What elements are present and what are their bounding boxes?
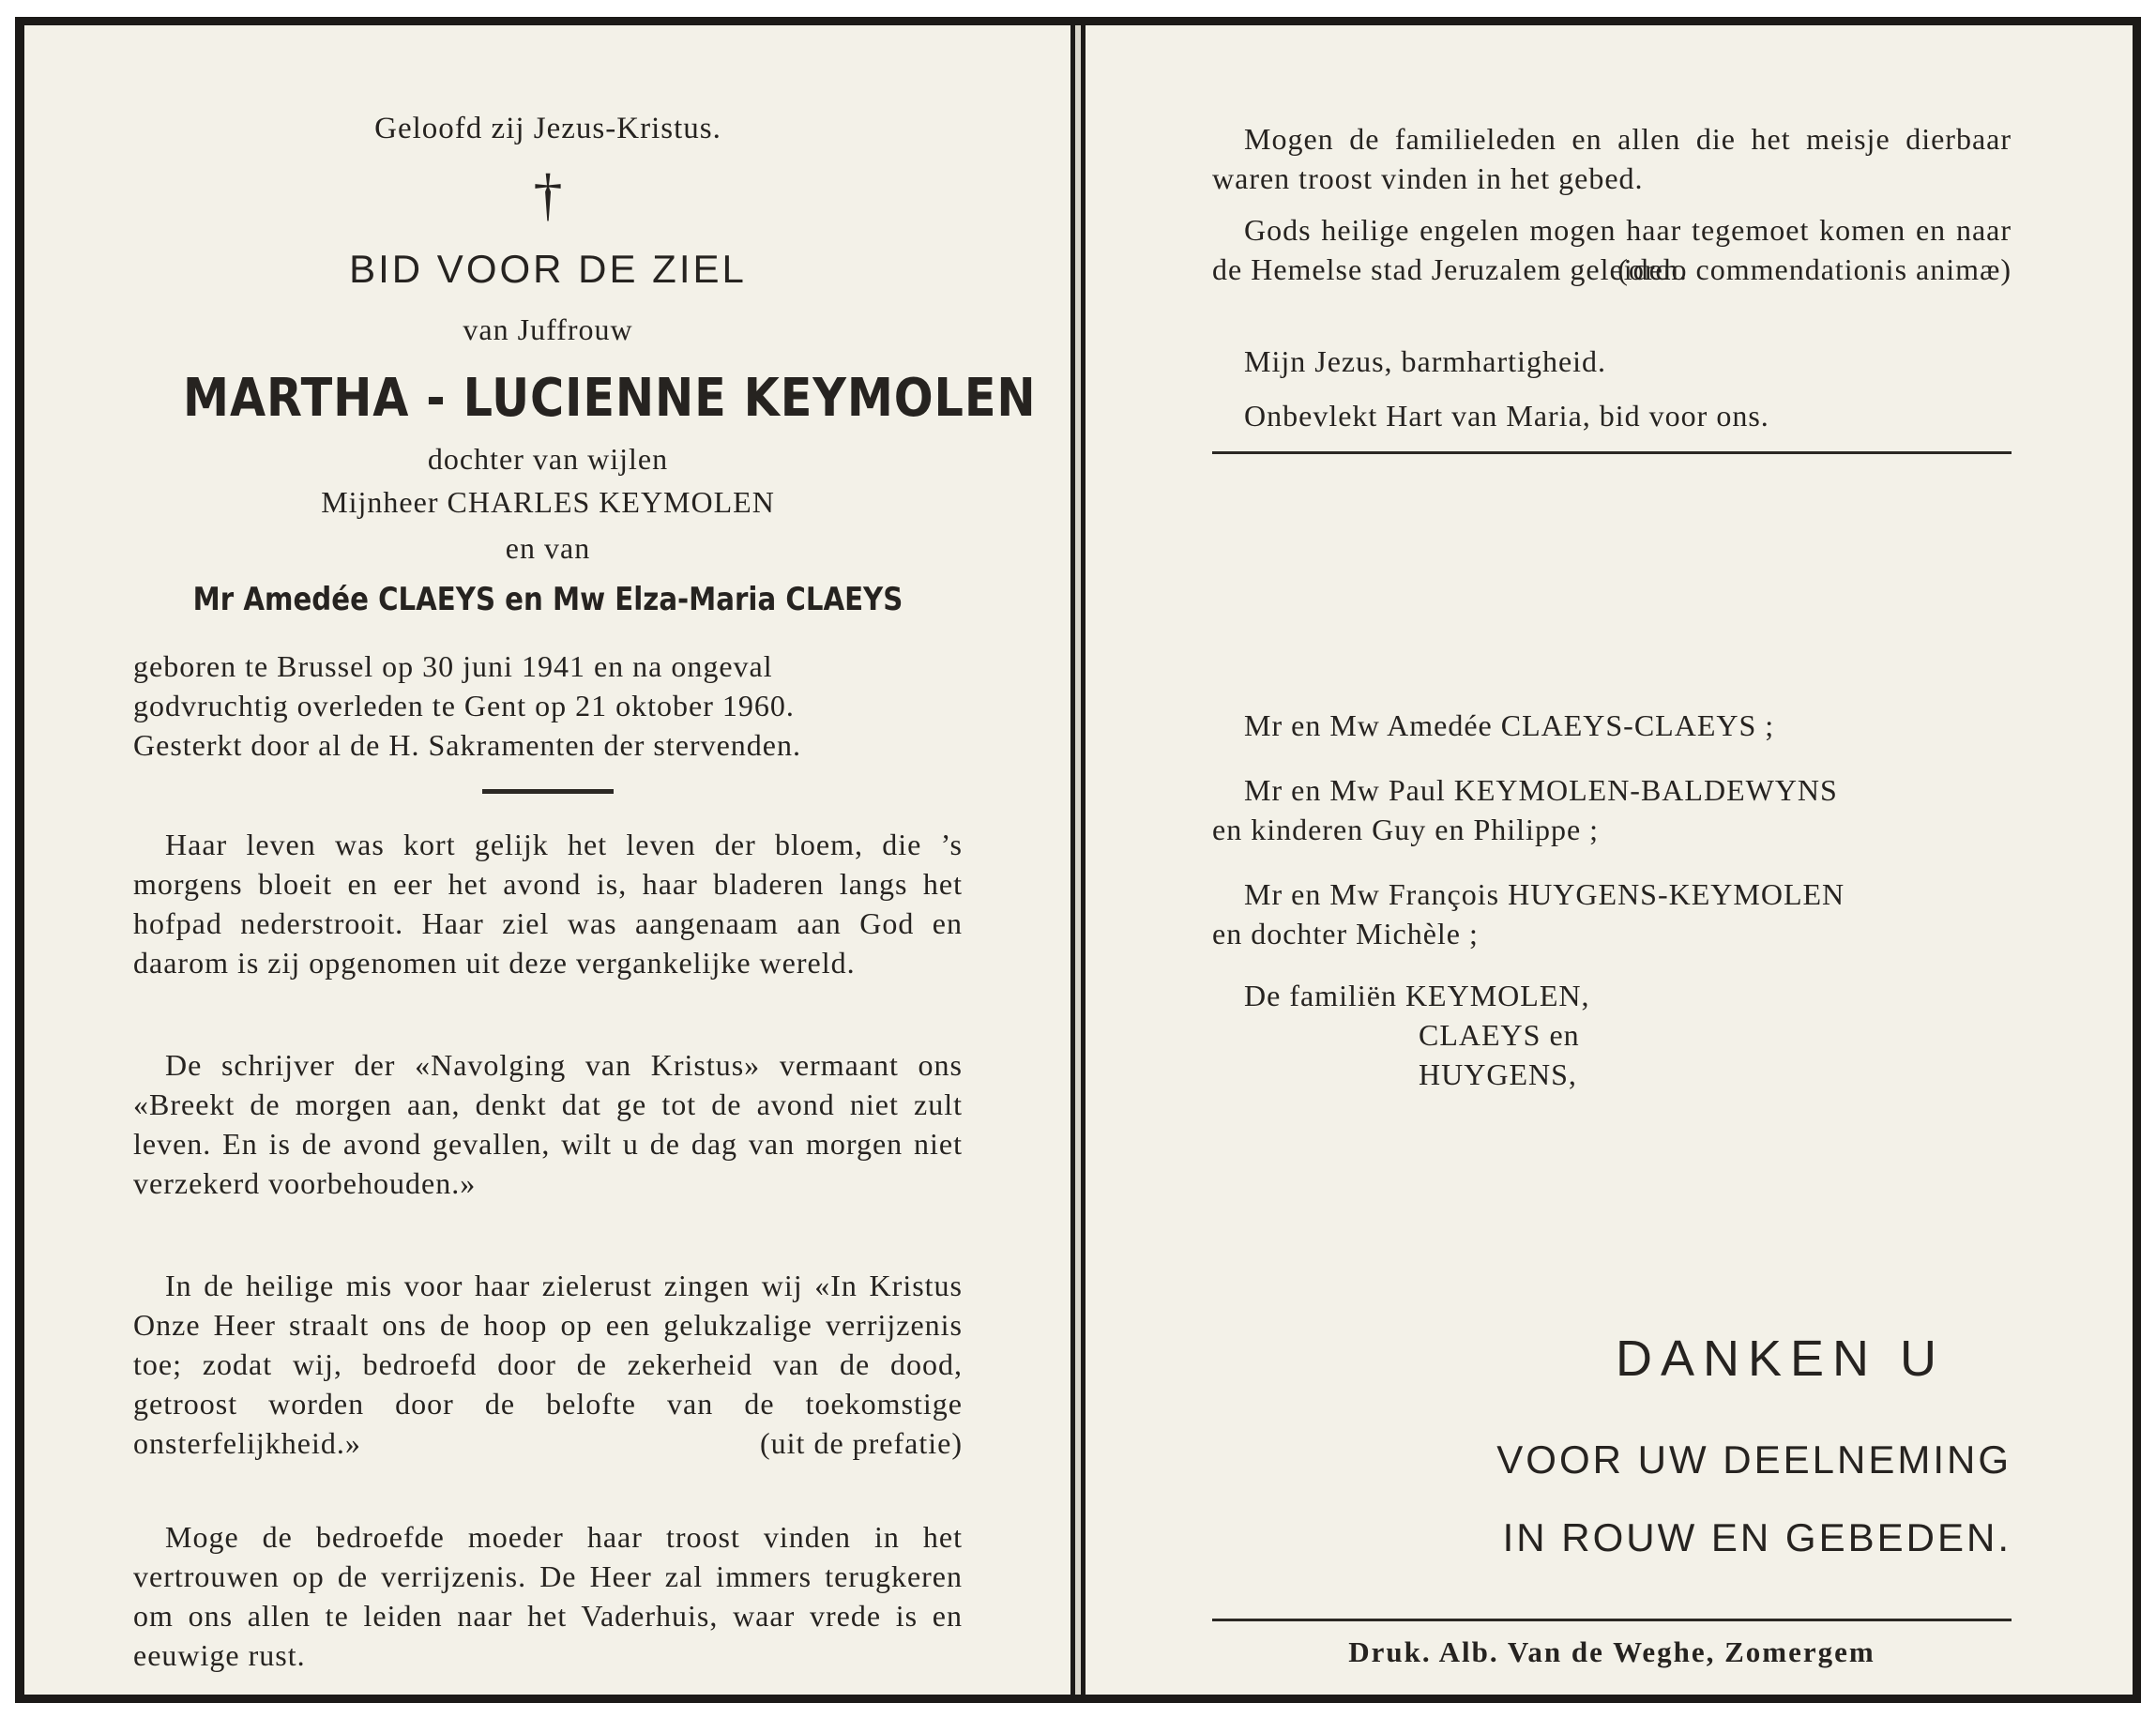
birth-line: geboren te Brussel op 30 juni 1941 en na ongeval [133,649,773,683]
prayer-jezus: Mijn Jezus, barmhartigheid. [1244,344,1607,378]
bottom-divider [1212,1619,2012,1621]
prayer-angels: Gods heilige engelen mogen haar tegemoet komen en naar de Hemelse stad Jeruzalem geleiden. [1212,213,2012,286]
paragraph-life: Haar leven was kort gelijk het leven der bloem, die ’s morgens bloeit en eer het avond is, haar bladeren langs het hofpad nederstrooit. Haar ziel was aangenaam aan God en daarom is zij opgenomen uit deze vergankelijke wereld. [133,828,963,980]
death-line: godvruchtig overleden te Gent op 21 oktober 1960. [133,689,795,722]
printer-credit: Druk. Alb. Van de Weghe, Zomergem [1348,1635,1875,1668]
parents-names: Mr Amedée CLAEYS en Mw Elza-Maria CLAEYS [192,581,903,618]
en-van: en van [505,531,591,565]
top-divider [1212,451,2012,454]
family-keymolen-baldewyns: Mr en Mw Paul KEYMOLEN-BALDEWYNS [1244,773,1838,807]
paragraph-mass: In de heilige mis voor haar zielerust zingen wij «In Kristus Onze Heer straalt ons de hoop op een gelukzalige verrijzenis toe; zodat wij, bedroefd door de zekerheid van de dood, getroost worden door de belofte van de toekomstige onsterfelijkheid.» [133,1269,963,1460]
bid-title: BID VOOR DE ZIEL [349,247,747,291]
danken-heading: DANKEN U [1616,1330,1946,1387]
greeting: Geloofd zij Jezus-Kristus. [374,112,721,145]
family-keymolen-children: en kinderen Guy en Philippe ; [1212,813,1600,846]
paragraph-navolging: De schrijver der «Navolging van Kristus» vermaant ons «Breekt de morgen aan, denkt dat ge tot de avond niet zult leven. En is de avond gevallen, wilt u de dag van morgen niet verzekerd voorbehouden.» [133,1048,963,1200]
cross-icon: † [533,163,563,227]
prayer-family: Mogen de familieleden en allen die het meisje dierbaar waren troost vinden in het gebed. [1212,122,2012,195]
card-fold [1070,25,1086,1695]
prefatie-note: (uit de prefatie) [760,1426,963,1460]
van-juffrouw: van Juffrouw [463,312,633,346]
left-panel [24,25,1070,1695]
deceased-name: MARTHA - LUCIENNE KEYMOLEN [183,368,1037,429]
voor-line: VOOR UW DEELNEMING [1496,1437,2012,1482]
family-claeys: Mr en Mw Amedée CLAEYS-CLAEYS ; [1244,708,1775,742]
family-huygens-keymolen: Mr en Mw François HUYGENS-KEYMOLEN [1244,877,1845,911]
ordo-note: (ordo commendationis animæ) [1617,252,2012,286]
memorial-card [15,17,2141,1703]
father-name: Mijnheer CHARLES KEYMOLEN [321,485,775,519]
sacraments-line: Gesterkt door al de H. Sakramenten der stervenden. [133,728,801,762]
family-huygens-line: HUYGENS, [1419,1057,1577,1091]
paragraph-closing: Moge de bedroefde moeder haar troost vinden in het vertrouwen op de verrijzenis. De Heer zal immers terugkeren om ons allen te leiden naar het Vaderhuis, waar vrede is en eeuwige rust. [133,1520,963,1672]
family-claeys-line: CLAEYS en [1419,1018,1580,1052]
rouw-line: IN ROUW EN GEBEDEN. [1502,1515,2012,1559]
divider [482,789,614,794]
families-intro: De familiën KEYMOLEN, [1244,979,1590,1012]
prayer-maria: Onbevlekt Hart van Maria, bid voor ons. [1244,399,1769,433]
right-panel [1086,25,2133,1695]
family-huygens-daughter: en dochter Michèle ; [1212,917,1479,950]
dochter-van-wijlen: dochter van wijlen [427,442,669,476]
